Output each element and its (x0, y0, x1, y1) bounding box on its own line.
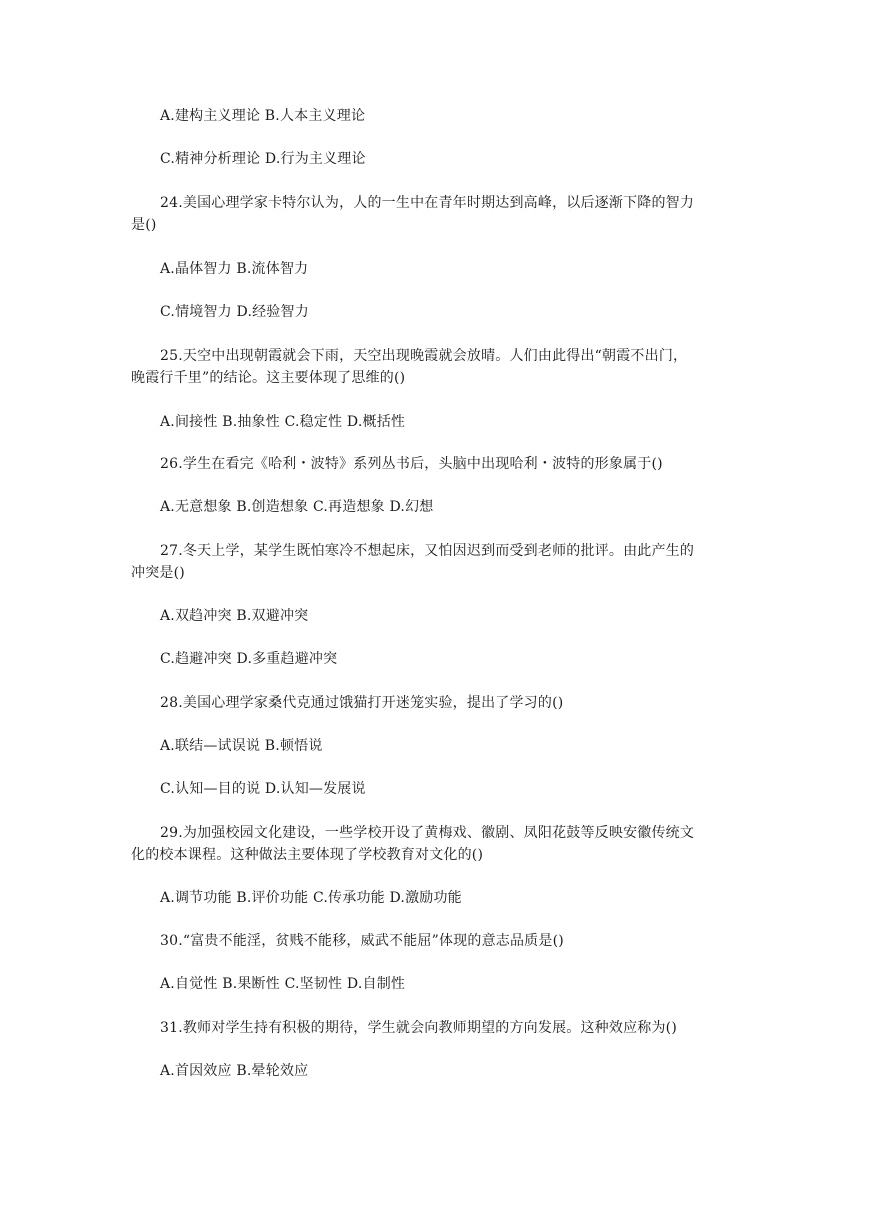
option-line: A.晶体智力 B.流体智力 (160, 261, 309, 277)
question-30: 30.“富贵不能淫，贫贱不能移，威武不能屈”体现的意志品质是() (160, 933, 564, 949)
question-24: 24.美国心理学家卡特尔认为，人的一生中在青年时期达到高峰，以后逐渐下降的智力 (160, 195, 695, 211)
question-24-cont: 是() (131, 217, 157, 233)
question-26: 26.学生在看完《哈利・波特》系列丛书后，头脑中出现哈利・波特的形象属于() (160, 456, 663, 472)
question-27-cont: 冲突是() (131, 565, 185, 581)
question-31: 31.教师对学生持有积极的期待，学生就会向教师期望的方向发展。这种效应称为() (160, 1020, 677, 1036)
question-27: 27.冬天上学，某学生既怕寒冷不想起床，又怕因迟到而受到老师的批评。由此产生的 (160, 543, 695, 559)
option-line: A.首因效应 B.晕轮效应 (160, 1063, 309, 1079)
option-line: A.调节功能 B.评价功能 C.传承功能 D.激励功能 (160, 890, 462, 906)
question-28: 28.美国心理学家桑代克通过饿猫打开迷笼实验，提出了学习的() (160, 695, 564, 711)
question-29-cont: 化的校本课程。这种做法主要体现了学校教育对文化的() (131, 847, 484, 863)
option-line: C.精神分析理论 D.行为主义理论 (160, 151, 366, 167)
option-line: C.认知—目的说 D.认知—发展说 (160, 781, 366, 797)
option-line: A.间接性 B.抽象性 C.稳定性 D.概括性 (160, 414, 406, 430)
option-line: A.无意想象 B.创造想象 C.再造想象 D.幻想 (160, 499, 434, 515)
option-line: A.建构主义理论 B.人本主义理论 (160, 108, 366, 124)
option-line: C.趋避冲突 D.多重趋避冲突 (160, 651, 338, 667)
option-line: A.联结—试误说 B.顿悟说 (160, 738, 323, 754)
question-25: 25.天空中出现朝霞就会下雨，天空出现晚霞就会放晴。人们由此得出“朝霞不出门， (160, 348, 688, 364)
option-line: A.双趋冲突 B.双避冲突 (160, 608, 309, 624)
question-29: 29.为加强校园文化建设，一些学校开设了黄梅戏、徽剧、凤阳花鼓等反映安徽传统文 (160, 825, 695, 841)
option-line: C.情境智力 D.经验智力 (160, 304, 309, 320)
option-line: A.自觉性 B.果断性 C.坚韧性 D.自制性 (160, 976, 406, 992)
question-25-cont: 晚霞行千里”的结论。这主要体现了思维的() (131, 370, 406, 386)
